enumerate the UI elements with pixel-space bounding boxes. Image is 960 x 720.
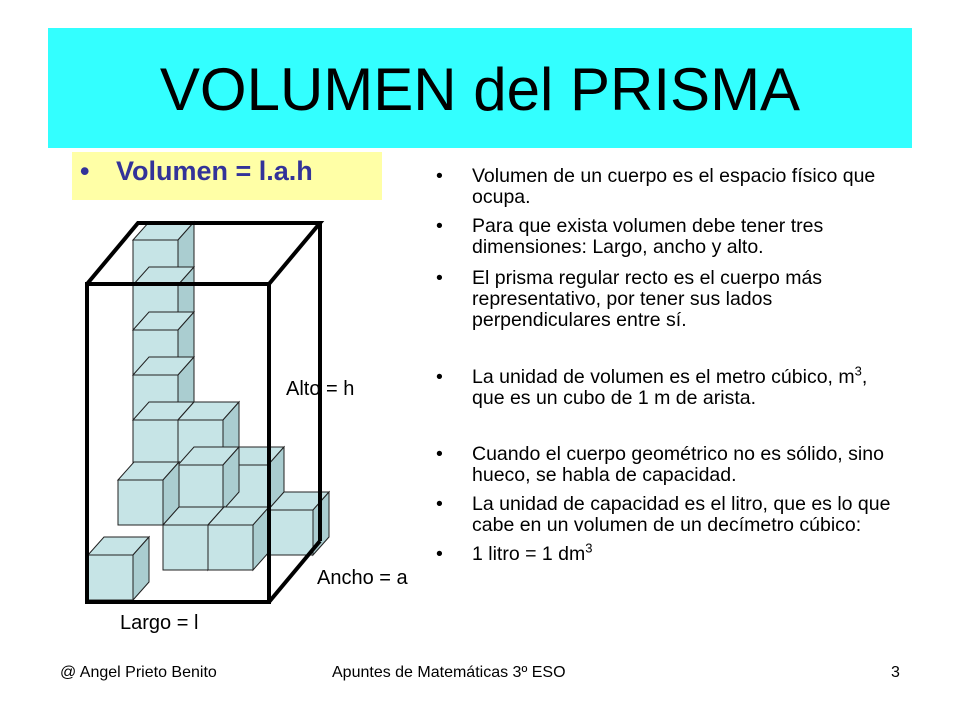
title-bar	[48, 28, 912, 148]
cube-face	[118, 480, 163, 525]
bullet-item: • Para que exista volumen debe tener tres dimensiones: Largo, ancho y alto.	[436, 215, 824, 258]
alto-label: Alto = h	[286, 378, 355, 400]
prism-drawing	[80, 220, 440, 620]
bullet-item: • Cuando el cuerpo geométrico no es sólido, sino hueco, se habla de capacidad.	[436, 443, 884, 486]
bullet-item: • La unidad de volumen es el metro cúbico, $m^3$, que es un cubo de 1 m de arista.	[436, 363, 868, 409]
ancho-label: Ancho = a	[317, 567, 408, 589]
largo-label: Largo = l	[120, 612, 199, 634]
cube-face	[178, 465, 223, 510]
footer-course: Apuntes de Matemáticas 3º ESO	[332, 664, 566, 681]
cube-face	[268, 510, 313, 555]
slide-title: VOLUMEN del PRISMA	[159, 56, 801, 123]
bullet-list	[430, 166, 900, 565]
bullet-item: • El prisma regular recto es el cuerpo más representativo, por tener sus lados perpendiculares entre sí.	[436, 267, 823, 331]
bullet-item: • La unidad de capacidad es el litro, que es lo que cabe en un volumen de un decímetro cúbico:	[436, 493, 891, 536]
cube-face	[88, 555, 133, 600]
bullet-item: • Volumen de un cuerpo es el espacio físico que ocupa.	[436, 165, 876, 208]
formula: • Volumen = l.a.h	[80, 156, 313, 186]
unit-cubes	[88, 222, 329, 600]
unit-cube	[208, 507, 269, 570]
footer-author: @ Angel Prieto Benito	[60, 664, 217, 681]
unit-cube	[88, 537, 149, 600]
formula-text: Volumen = l.a.h	[116, 156, 313, 186]
footer-page: 3	[891, 664, 900, 681]
unit-cube	[118, 462, 179, 525]
cube-face	[133, 420, 178, 465]
cube-face	[163, 525, 208, 570]
cube-face	[208, 525, 253, 570]
unit-cube	[178, 447, 239, 510]
bullet-item: • 1 litro = 1 $dm^3$	[436, 540, 593, 565]
